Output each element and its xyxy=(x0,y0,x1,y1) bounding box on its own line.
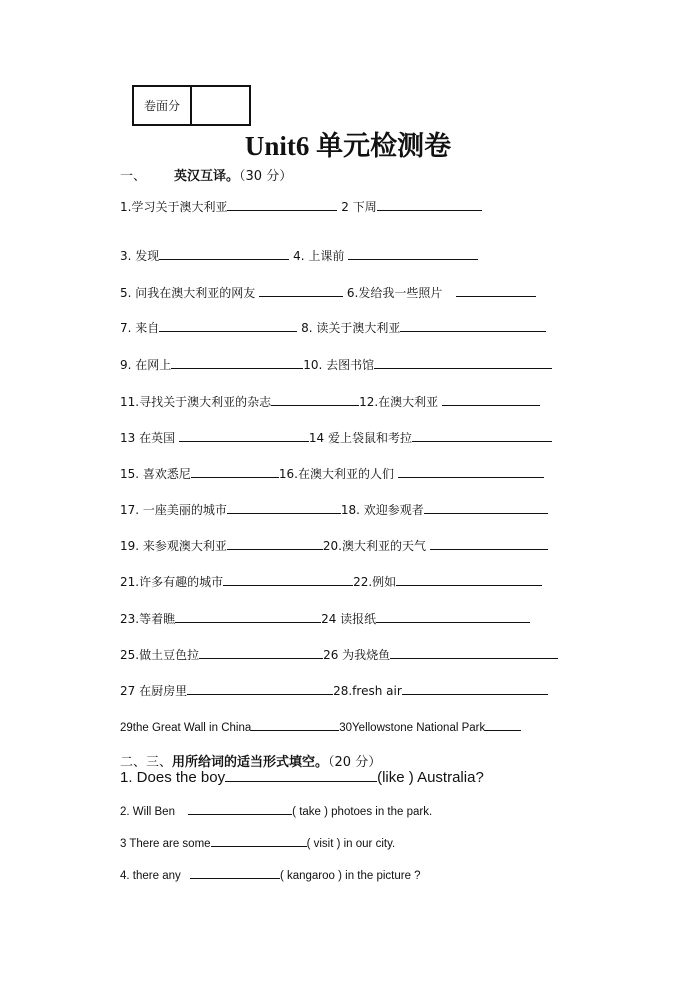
answer-blank[interactable] xyxy=(251,718,339,731)
answer-blank[interactable] xyxy=(199,646,323,659)
score-box xyxy=(132,85,251,126)
answer-blank[interactable] xyxy=(485,718,521,731)
answer-blank[interactable] xyxy=(211,834,307,847)
translation-row-4: 7. 来自 8. 读关于澳大利亚 xyxy=(120,319,546,336)
answer-blank[interactable] xyxy=(175,610,321,623)
answer-blank[interactable] xyxy=(227,537,323,550)
answer-blank[interactable] xyxy=(223,573,353,586)
score-label: 卷面分 xyxy=(134,87,192,124)
fill-item-4: 4. there any ( kangaroo ) in the picture ? xyxy=(120,866,421,884)
answer-blank[interactable] xyxy=(271,393,359,406)
answer-blank[interactable] xyxy=(377,198,482,211)
answer-blank[interactable] xyxy=(430,537,548,550)
section1-heading: 一、 英汉互译。（30 分） xyxy=(120,169,293,184)
page-title: Unit6 单元检测卷 xyxy=(244,131,452,161)
answer-blank[interactable] xyxy=(225,769,377,782)
answer-blank[interactable] xyxy=(396,573,542,586)
translation-row-9: 17. 一座美丽的城市 18. 欢迎参观者 xyxy=(120,501,548,518)
answer-blank[interactable] xyxy=(227,501,341,514)
section2-heading: 二、三、用所给词的适当形式填空。（20 分） xyxy=(120,755,382,770)
fill-item-1: 1. Does the boy (like ) Australia? xyxy=(120,769,484,786)
answer-blank[interactable] xyxy=(456,284,536,297)
answer-blank[interactable] xyxy=(400,319,546,332)
translation-row-7: 13 在英国 14 爱上袋鼠和考拉 xyxy=(120,429,552,446)
answer-blank[interactable] xyxy=(159,319,297,332)
answer-blank[interactable] xyxy=(188,802,292,815)
translation-row-2: 3. 发现 4. 上课前 xyxy=(120,247,478,264)
answer-blank[interactable] xyxy=(187,682,333,695)
answer-blank[interactable] xyxy=(348,247,478,260)
translation-row-11: 21.许多有趣的城市 22.例如 xyxy=(120,573,542,590)
answer-blank[interactable] xyxy=(191,465,279,478)
fill-item-3: 3 There are some ( visit ) in our city. xyxy=(120,834,395,852)
answer-blank[interactable] xyxy=(390,646,558,659)
translation-row-5: 9. 在网上 10. 去图书馆 xyxy=(120,356,552,373)
translation-row-6: 11.寻找关于澳大利亚的杂志 12.在澳大利亚 xyxy=(120,393,540,410)
translation-row-8: 15. 喜欢悉尼 16.在澳大利亚的人们 xyxy=(120,465,544,482)
translation-row-1: 1.学习关于澳大利亚 2 下周 xyxy=(120,198,482,215)
answer-blank[interactable] xyxy=(398,465,544,478)
answer-blank[interactable] xyxy=(402,682,548,695)
answer-blank[interactable] xyxy=(159,247,289,260)
answer-blank[interactable] xyxy=(442,393,540,406)
answer-blank[interactable] xyxy=(412,429,552,442)
answer-blank[interactable] xyxy=(376,610,530,623)
answer-blank[interactable] xyxy=(190,866,280,879)
translation-row-13: 25.做土豆色拉 26 为我烧鱼 xyxy=(120,646,558,663)
translation-row-12: 23.等着瞧 24 读报纸 xyxy=(120,610,530,627)
answer-blank[interactable] xyxy=(374,356,552,369)
translation-row-10: 19. 来参观澳大利亚 20.澳大利亚的天气 xyxy=(120,537,548,554)
translation-row-15: 29the Great Wall in China 30Yellowstone National Park xyxy=(120,718,521,736)
translation-row-3: 5. 问我在澳大利亚的网友 6.发给我一些照片 xyxy=(120,284,536,301)
answer-blank[interactable] xyxy=(259,284,343,297)
fill-item-2: 2. Will Ben ( take ) photoes in the park. xyxy=(120,802,432,820)
answer-blank[interactable] xyxy=(227,198,337,211)
score-value-cell[interactable] xyxy=(192,87,249,124)
answer-blank[interactable] xyxy=(171,356,303,369)
answer-blank[interactable] xyxy=(424,501,548,514)
answer-blank[interactable] xyxy=(179,429,309,442)
translation-row-14: 27 在厨房里 28.fresh air xyxy=(120,682,548,699)
